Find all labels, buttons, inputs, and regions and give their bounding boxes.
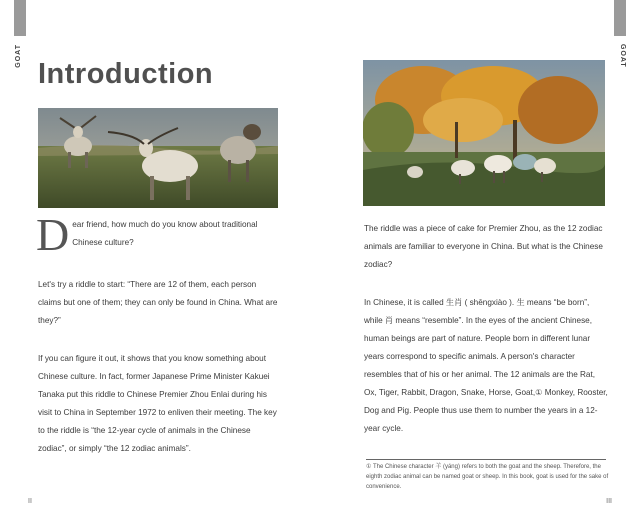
section-tab-left — [14, 0, 26, 36]
riddle-answer-paragraph: The riddle was a piece of cake for Premier Zhou, as the 12 zodiac animals are familiar to everyone in China. But what is the Chinese zodiac? — [364, 224, 603, 269]
intro-paragraph-1 — [36, 209, 278, 260]
section-tab-label-left: GOAT — [15, 44, 22, 68]
intro-paragraph-2: Let's try a riddle to start: “There are 12 of them, each person claims but one of them; they can only be found in China. What are they?” — [38, 280, 278, 325]
page-number-right: III — [606, 498, 612, 505]
autumn-landscape-painting — [363, 60, 605, 206]
page-title: Introduction — [38, 58, 214, 90]
footnote-divider — [366, 459, 606, 460]
intro-paragraph-1-text: ear friend, how much do you know about traditional Chinese culture? — [72, 220, 258, 247]
drop-cap: D — [36, 209, 70, 260]
section-tab-label-right: GOAT — [619, 44, 626, 68]
left-page-body — [36, 209, 278, 478]
page-number-left: II — [28, 498, 32, 505]
shengxiao-paragraph: In Chinese, it is called 生肖 ( shēngxiào ). 生 means “be born”, while 肖 means “resemble”. In the eyes of the ancient Chinese, human beings are part of nature. People born in different lunar years correspond to specific animals. A person's character resembles that of his or her animal. The 12 animals are the Rat, Ox, Tiger, Rabbit, Dragon, Snake, Horse, Goat,① Monkey, Rooster, Dog and Pig. People thus use them to number the years in a 12-year cycle. — [364, 298, 608, 433]
goats-field-painting — [38, 108, 278, 208]
section-tab-right — [614, 0, 626, 36]
right-page-body — [364, 220, 608, 458]
intro-paragraph-3: If you can figure it out, it shows that you know something about Chinese culture. In fact, former Japanese Prime Minister Kakuei Tanaka put this riddle to Chinese Premier Zhou Enlai during his visit to China in September 1972 to enliven their meeting. The key to the riddle is “the 12-year cycle of animals in the Chinese zodiac”, or simply “the 12 zodiac animals”. — [38, 354, 277, 453]
footnote: ① The Chinese character 羊 (yáng) refers to both the goat and the sheep. Therefore, the eighth zodiac animal can be named goat or sheep. In this book, goat is used for the sake of convenience. — [366, 464, 609, 490]
